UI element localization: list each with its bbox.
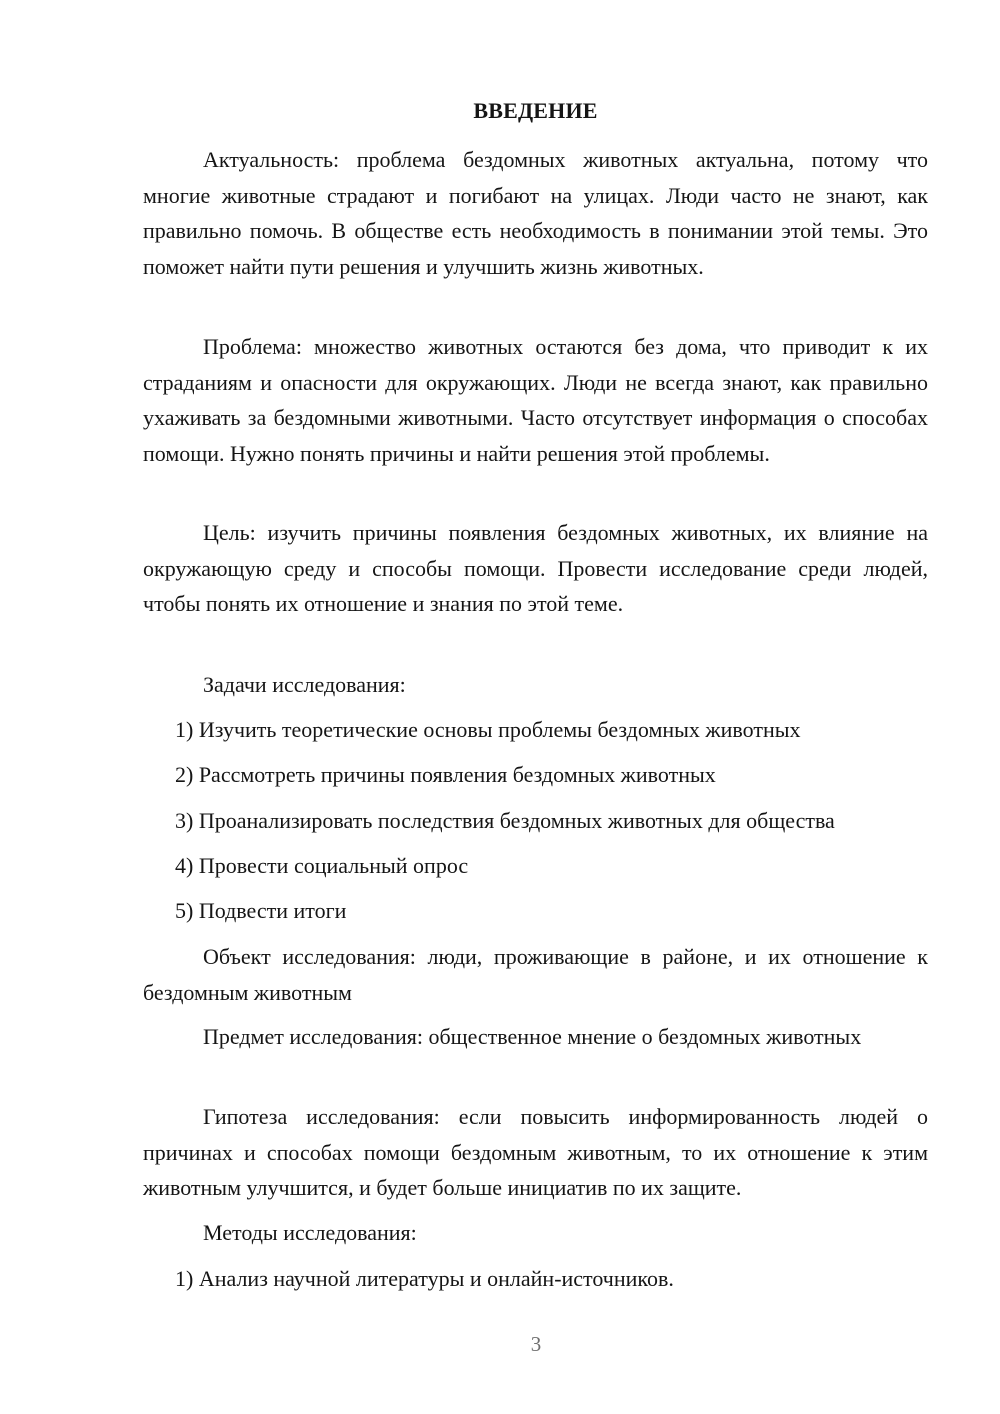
task-item: 4) Провести социальный опрос [175,853,469,878]
relevance-paragraph: Актуальность: проблема бездомных животных актуальна, потому что многие животные страдают и погибают на улицах. Люди часто не знают, как правильно помочь. В обществе есть необходимость в понимании этой темы. Это поможет найти пути решения и улучшить жизнь животных. [143,147,928,279]
method-item: 1) Анализ научной литературы и онлайн-источников. [175,1266,674,1291]
goal-paragraph: Цель: изучить причины появления бездомных животных, их влияние на окружающую среду и способы помощи. Провести исследование среди людей, чтобы понять их отношение и знания по этой теме. [143,520,928,616]
object-paragraph: Объект исследования: люди, проживающие в районе, и их отношение к бездомным животным [143,944,928,1005]
task-item: 3) Проанализировать последствия бездомных животных для общества [175,808,835,833]
page-number: 3 [530,1332,542,1356]
task-item: 1) Изучить теоретические основы проблемы бездомных животных [175,717,801,742]
section-heading: ВВЕДЕНИЕ [473,98,598,123]
hypothesis-paragraph: Гипотеза исследования: если повысить информированность людей о причинах и способах помощи бездомным животным, то их отношение к этим животным улучшится, и будет больше инициатив по их защите. [143,1104,928,1200]
problem-paragraph: Проблема: множество животных остаются без дома, что приводит к их страданиям и опасности для окружающих. Люди не всегда знают, как правильно ухаживать за бездомными животными. Часто отсутствует информация о способах помощи. Нужно понять причины и найти решения этой проблемы. [143,334,928,466]
task-item: 5) Подвести итоги [175,898,347,923]
methods-title: Методы исследования: [203,1220,417,1245]
tasks-title: Задачи исследования: [203,672,406,697]
subject-paragraph: Предмет исследования: общественное мнение о бездомных животных [203,1024,862,1049]
task-item: 2) Рассмотреть причины появления бездомных животных [175,762,716,787]
